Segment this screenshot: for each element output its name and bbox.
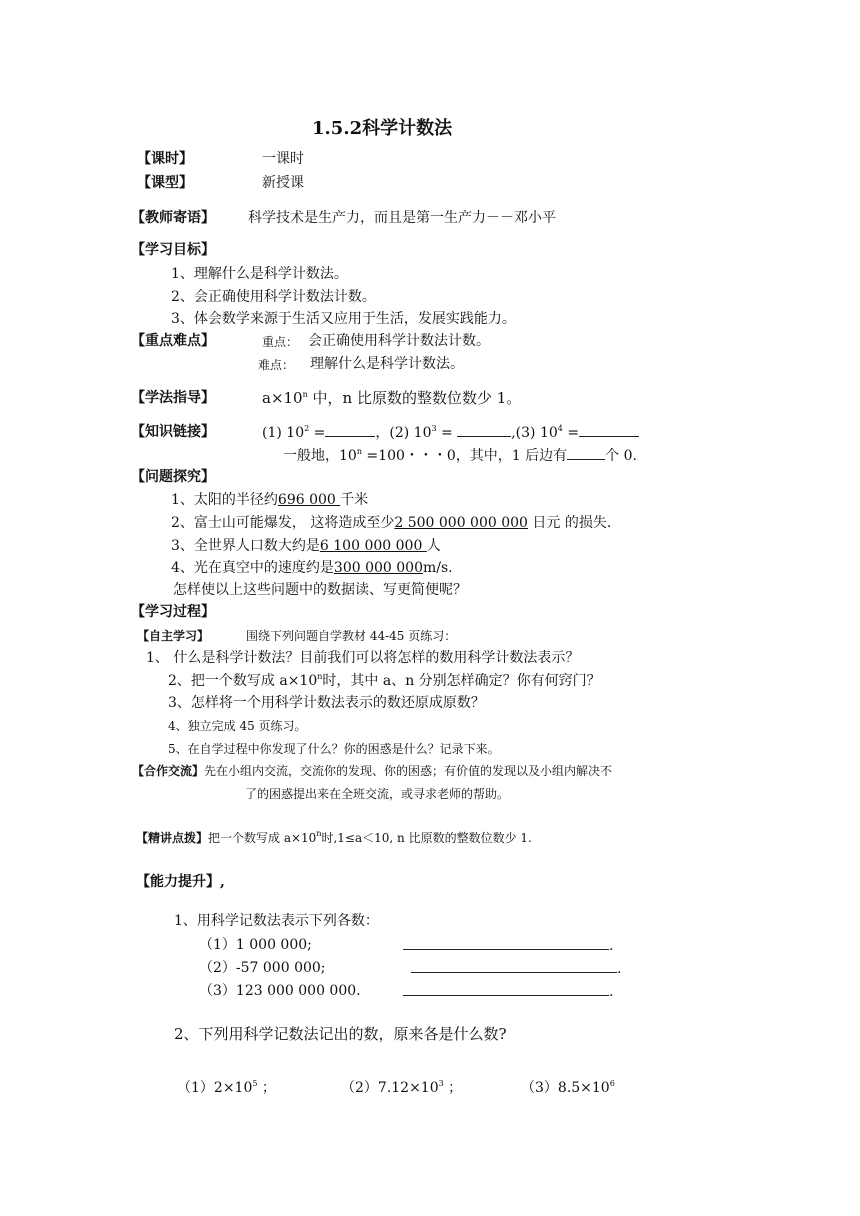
process-q5: 5、在自学过程中你发现了什么？你的困惑是什么？记录下来。 (168, 742, 500, 756)
exercise-2-title: 2、下列用科学记数法记出的数，原来各是什么数? (174, 1025, 507, 1043)
explore-item-4-b: m/s. (423, 560, 453, 576)
exercise-1-title: 1、用科学记数法表示下列各数： (174, 913, 379, 929)
exercise-1-item-2: （2）-57 000 000; (199, 960, 326, 976)
jiyu-label: 【教师寄语】 (131, 210, 215, 226)
self-study-text: 围绕下列问题自学教材 44-45 页练习： (246, 629, 457, 643)
link-line2-c: 个 0. (605, 448, 637, 464)
link-blank-2[interactable] (457, 424, 511, 437)
process-q3: 3、怎样将一个用科学计数法表示的数还原成原数？ (168, 695, 485, 711)
keshi-value: 一课时 (262, 151, 304, 167)
keshi-label: 【课时】 (137, 151, 193, 167)
link-p1: (1) 10 (262, 425, 305, 441)
goal-item: 2、会正确使用科学计数法计数。 (171, 289, 376, 305)
explore-item-2 (171, 515, 611, 532)
link-blank-4[interactable] (567, 447, 605, 460)
link-p2: ，(2) 10 (375, 425, 432, 441)
process-q2 (168, 673, 601, 690)
link-line-1 (262, 424, 639, 442)
link-line2-b: =100・・・0，其中，1 后边有 (361, 448, 568, 464)
answer-line[interactable]: . (411, 960, 621, 978)
exercise-2-item-3 (521, 1080, 615, 1097)
link-p3: ,(3) 10 (511, 425, 558, 441)
goal-item: 1、理解什么是科学计数法。 (171, 266, 348, 282)
link-p1-sup: 2 (304, 424, 310, 433)
coop-line-2: 了的困惑提出来在全班交流，或寻求老师的帮助。 (245, 787, 510, 801)
jingjiang-sup: n (316, 829, 322, 838)
process-q2-a: 2、把一个数写成 a×10 (168, 673, 318, 689)
coop-label: 【合作交流】 (132, 764, 205, 778)
explore-item-1-b: 千米 (340, 492, 369, 508)
process-q1: 1、 什么是科学计数法？目前我们可以将怎样的数用科学计数法表示？ (146, 650, 580, 666)
kexing-value: 新授课 (262, 175, 304, 191)
self-study-label: 【自主学习】 (137, 629, 210, 643)
kexing-label: 【课型】 (137, 175, 193, 191)
guide-rest: 中，n 比原数的整数位数少 1。 (307, 389, 522, 407)
explore-item-2-num: 2 500 000 000 000 (394, 515, 528, 531)
explore-item-1 (171, 492, 368, 509)
nandian-text: 理解什么是科学计数法。 (310, 356, 464, 372)
keypoints-label: 【重点难点】 (131, 333, 215, 349)
process-q2-b: 时，其中 a、n 分别怎样确定？你有何窍门？ (322, 673, 601, 689)
ex2-b-end: ； (443, 1080, 463, 1096)
explore-label: 【问题探究】 (131, 469, 215, 485)
exercise-1-item-1: （1）1 000 000; (199, 937, 312, 953)
link-p1-eq: = (309, 425, 326, 441)
link-p3-eq: = (562, 425, 580, 441)
link-label: 【知识链接】 (131, 424, 215, 440)
jingjiang-line (136, 831, 532, 845)
link-blank-3[interactable] (579, 424, 639, 437)
exercise-2-item-1 (177, 1080, 276, 1097)
ex2-c: （3）8.5×10 (521, 1080, 610, 1096)
jingjiang-a: 把一个数写成 a×10 (208, 831, 317, 845)
ex2-a-sup: 5 (252, 1079, 258, 1088)
goal-item: 3、体会数学来源于生活又应用于生活，发展实践能力。 (171, 311, 516, 327)
guide-label: 【学法指导】 (131, 390, 215, 406)
answer-line[interactable]: . (403, 983, 613, 1001)
explore-item-2-b: 日元 的损失. (527, 515, 612, 531)
explore-item-3-b: 人 (426, 538, 441, 554)
ability-label: 【能力提升】, (136, 874, 225, 890)
goals-label: 【学习目标】 (131, 242, 215, 258)
process-q2-sup: n (317, 672, 323, 681)
link-line-2 (283, 447, 637, 465)
explore-item-2-a: 2、富士山可能爆发， 这将造成至少 (171, 515, 395, 531)
link-p2-sup: 3 (431, 424, 437, 433)
jiyu-text: 科学技术是生产力，而且是第一生产力－－邓小平 (248, 210, 556, 226)
guide-sup: n (302, 390, 308, 399)
ex2-c-sup: 6 (609, 1079, 615, 1088)
explore-item-1-num: 696 000 (277, 492, 341, 508)
jingjiang-label: 【精讲点拨】 (136, 831, 209, 845)
jingjiang-b: 时,1≤a＜10, n 比原数的整数位数少 1. (321, 831, 532, 845)
exercise-2-item-2 (341, 1080, 462, 1097)
process-label: 【学习过程】 (131, 604, 215, 620)
explore-item-4-num: 300 000 000 (333, 560, 423, 576)
link-line2-sup: n (356, 447, 362, 456)
explore-item-3-a: 3、全世界人口数大约是 (171, 538, 320, 554)
link-line2-a: 一般地，10 (283, 448, 357, 464)
ex2-b: （2）7.12×10 (341, 1080, 439, 1096)
explore-item-1-a: 1、太阳的半径约 (171, 492, 278, 508)
explore-item-3-num: 6 100 000 000 (319, 538, 427, 554)
link-p3-sup: 4 (557, 424, 563, 433)
link-p2-eq: = (436, 425, 458, 441)
guide-text (262, 389, 521, 407)
explore-question: 怎样使以上这些问题中的数据读、写更简便呢？ (173, 582, 467, 598)
zhongdian-text: 会正确使用科学计数法计数。 (308, 333, 490, 349)
guide-formula: a×10 (262, 389, 303, 407)
page-title: 1.5.2科学计数法 (312, 118, 453, 139)
exercise-1-item-3: （3）123 000 000 000. (199, 983, 361, 999)
ex2-b-sup: 3 (438, 1079, 444, 1088)
ex2-a: （1）2×10 (177, 1080, 253, 1096)
process-q4: 4、独立完成 45 页练习。 (168, 719, 307, 733)
zhongdian-label: 重点： (262, 335, 299, 349)
link-blank-1[interactable] (325, 424, 375, 437)
answer-line[interactable]: . (403, 937, 613, 955)
coop-line-1 (132, 764, 612, 778)
explore-item-3 (171, 538, 441, 555)
ex2-a-end: ； (257, 1080, 276, 1096)
explore-item-4 (171, 560, 453, 577)
nandian-label: 难点： (258, 358, 295, 372)
explore-item-4-a: 4、光在真空中的速度约是 (171, 560, 334, 576)
coop-text-1: 先在小组内交流，交流你的发现、你的困惑；有价值的发现以及小组内解决不 (204, 764, 613, 778)
